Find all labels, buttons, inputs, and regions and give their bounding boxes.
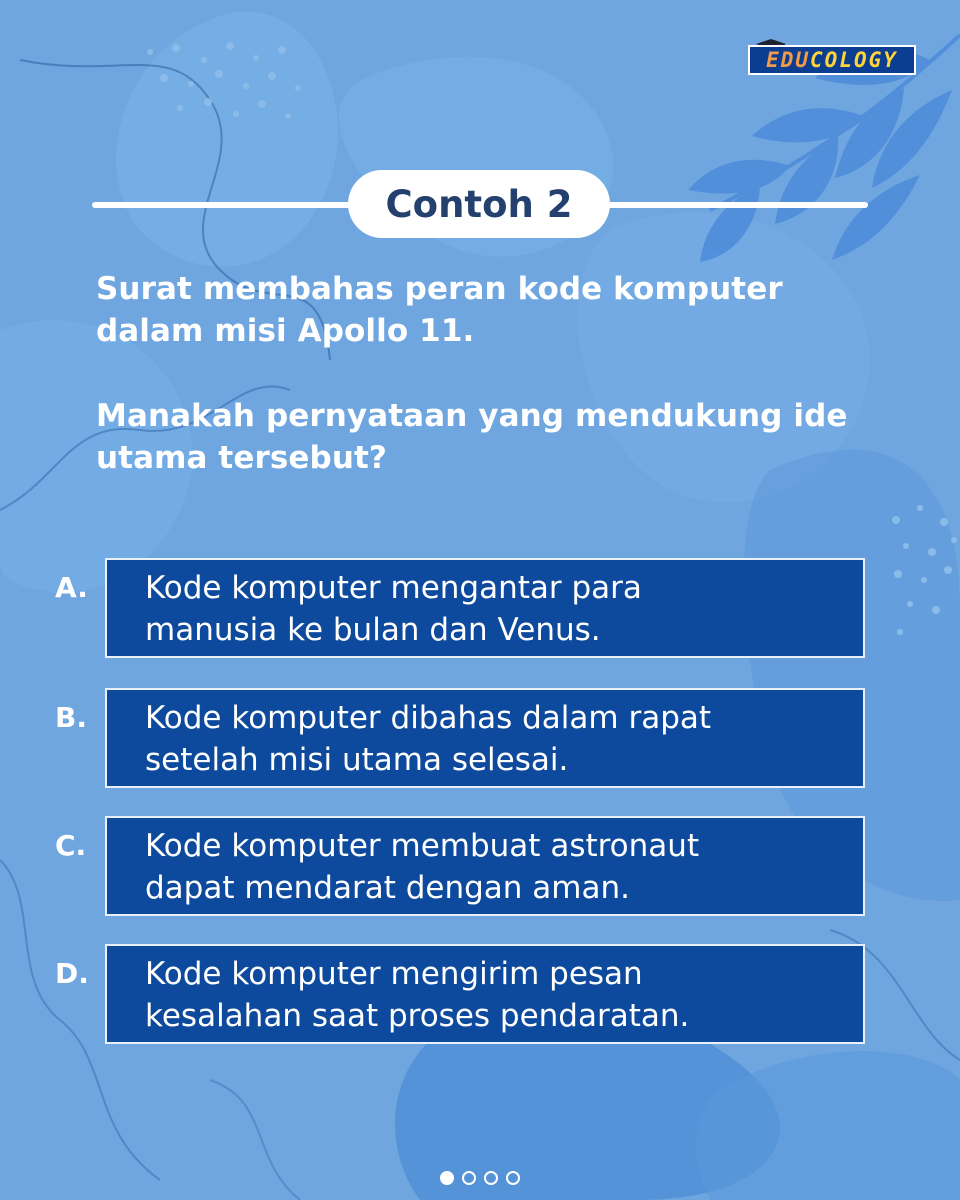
- option-text-line: Kode komputer mengirim pesan: [145, 956, 643, 992]
- logo-text-cology: COLOGY: [810, 47, 898, 72]
- heading-badge: [348, 170, 610, 238]
- pagination-dots: [440, 1170, 520, 1186]
- logo-wordmark: [748, 45, 916, 75]
- option-text-line: setelah misi utama selesai.: [145, 742, 569, 778]
- option-text-line: manusia ke bulan dan Venus.: [145, 612, 601, 648]
- question-line: Manakah pernyataan yang mendukung ide: [96, 398, 848, 434]
- question-line: utama tersebut?: [96, 440, 387, 476]
- page-dot[interactable]: [462, 1171, 476, 1185]
- option-text-line: kesalahan saat proses pendaratan.: [145, 998, 690, 1034]
- option-text-line: Kode komputer mengantar para: [145, 570, 642, 606]
- question-paragraph-2: [96, 395, 926, 479]
- question-line: dalam misi Apollo 11.: [96, 313, 475, 349]
- option-a[interactable]: [55, 558, 867, 658]
- option-box[interactable]: [105, 816, 865, 916]
- page-dot[interactable]: [506, 1171, 520, 1185]
- option-box[interactable]: [105, 688, 865, 788]
- option-box[interactable]: [105, 944, 865, 1044]
- educology-logo: [748, 38, 918, 78]
- option-box[interactable]: [105, 558, 865, 658]
- option-text-line: Kode komputer membuat astronaut: [145, 828, 700, 864]
- page-dot[interactable]: [484, 1171, 498, 1185]
- page-dot[interactable]: [440, 1171, 454, 1185]
- option-letter: D.: [55, 957, 89, 990]
- option-letter: C.: [55, 829, 87, 862]
- option-text-line: dapat mendarat dengan aman.: [145, 870, 630, 906]
- question-line: Surat membahas peran kode komputer: [96, 271, 783, 307]
- option-letter: B.: [55, 701, 87, 734]
- option-b[interactable]: [55, 688, 867, 788]
- heading-title: Contoh 2: [385, 182, 573, 226]
- option-d[interactable]: [55, 944, 867, 1044]
- logo-text-edu: EDU: [766, 47, 811, 72]
- option-text-line: Kode komputer dibahas dalam rapat: [145, 700, 712, 736]
- option-letter: A.: [55, 571, 88, 604]
- option-c[interactable]: [55, 816, 867, 916]
- question-paragraph-1: [96, 268, 926, 352]
